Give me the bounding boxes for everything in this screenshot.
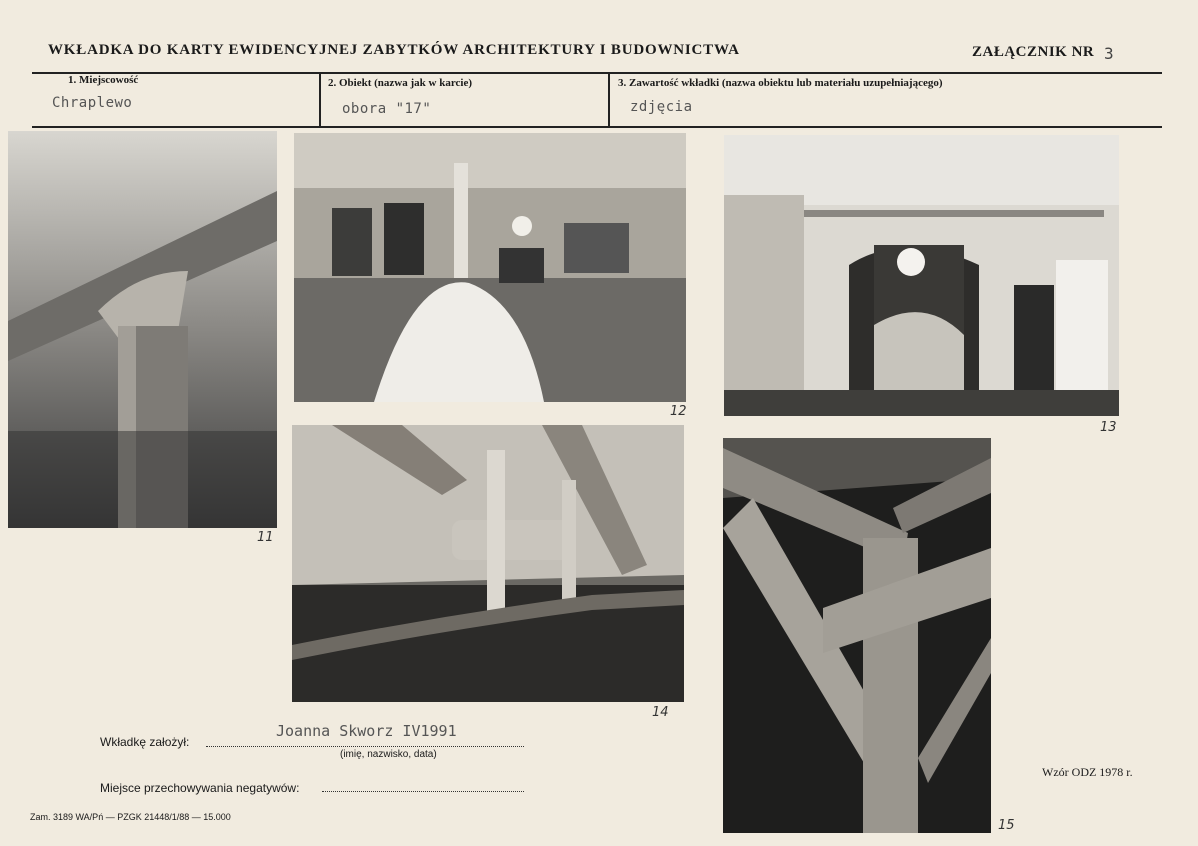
field-divider-1: [319, 73, 321, 127]
template-note: Wzór ODZ 1978 r.: [1042, 765, 1133, 779]
field-divider-2: [608, 73, 610, 127]
founder-label: Wkładkę założył:: [100, 735, 190, 749]
annex-number: 3: [1104, 44, 1114, 63]
object-label: 2. Obiekt (nazwa jak w karcie): [328, 77, 473, 89]
print-info: Zam. 3189 WA/Pń — PZGK 21448/1/88 — 15.000: [30, 812, 231, 822]
photo-14-number: 14: [652, 705, 669, 720]
photo-15: [723, 438, 991, 833]
locality-label: 1. Miejscowość: [68, 74, 139, 86]
founder-value: Joanna Skworz IV1991: [276, 722, 457, 740]
negatives-line: [322, 791, 524, 792]
document-title: WKŁADKA DO KARTY EWIDENCYJNEJ ZABYTKÓW ARCHITEKTURY I BUDOWNICTWA: [48, 42, 740, 58]
content-label: 3. Zawartość wkładki (nazwa obiektu lub materiału uzupełniającego): [618, 77, 943, 89]
header-top-rule: [32, 72, 1162, 74]
photo-12: [294, 133, 686, 402]
photo-11: [8, 131, 277, 528]
header-bottom-rule: [32, 126, 1162, 128]
photo-13: [724, 135, 1119, 416]
negatives-label: Miejsce przechowywania negatywów:: [100, 781, 300, 795]
object-value: obora "17": [342, 101, 432, 117]
photo-14: [292, 425, 684, 702]
founder-hint: (imię, nazwisko, data): [340, 749, 437, 760]
locality-value: Chraplewo: [52, 95, 133, 111]
content-value: zdjęcia: [630, 99, 693, 115]
photo-11-number: 11: [257, 530, 274, 545]
photo-15-number: 15: [998, 818, 1015, 833]
photo-13-number: 13: [1100, 420, 1117, 435]
founder-line: [206, 746, 524, 747]
photo-12-number: 12: [670, 404, 687, 419]
annex-label: ZAŁĄCZNIK NR: [972, 44, 1095, 60]
